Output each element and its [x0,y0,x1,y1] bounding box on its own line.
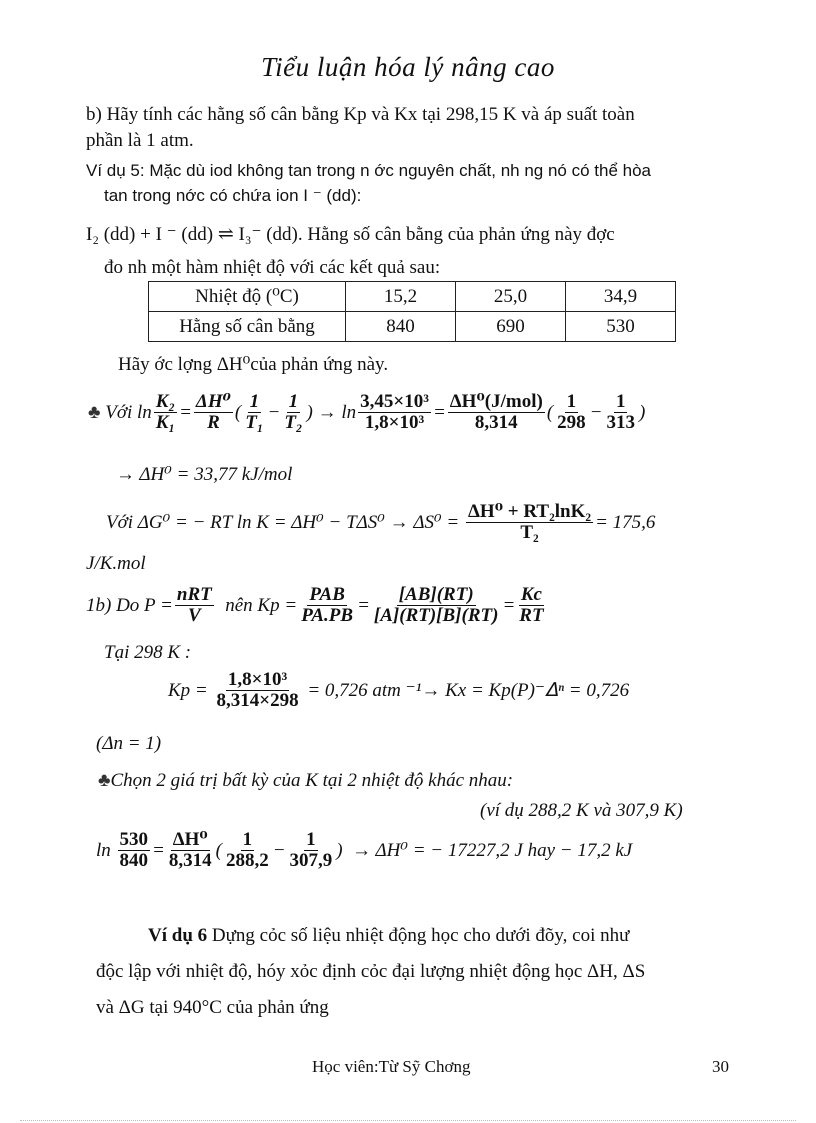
equation-vant-hoff: ♣ Với ln $\frac{\text{K₂}}{\text{K₁}}$ = $\frac{\text{ΔH⁰}}{R}$ ( $\frac{1}{\text{T₁}}$ − $\frac{1}{\text{T₂}}$ ) → ln $\frac{\text{3,45×10³}}{\text{1,8×10³}}$ = $\frac{\text{ΔH⁰(J/mol)}}{8,314}$ ( $\frac{1}{298}$ − $\frac{1}{313}$ ) [88,391,646,433]
data-table [148,281,676,342]
club-bullet-icon: ♣ [98,770,111,791]
example5-question: Hãy ớc lợng ΔH⁰của phản ứng này. [118,354,389,375]
example5-reaction: I₂ (dd) + I ⁻ (dd) ⇌ I₃⁻ (dd). Hằng số cân bằng của phản ứng này đợc [86,224,615,245]
fraction: $\frac{530}{840}$ [119,829,149,871]
example5-reaction-2: đo nh một hàm nhiệt độ với các kết quả sau: [104,257,441,278]
intro-line-2: phần là 1 atm. [86,130,194,151]
table-cell: Nhiệt độ (⁰C) [149,282,346,312]
fraction: $\frac{1}{298}$ [557,391,586,433]
example6-line-2: độc lập với nhiệt độ, hóy xỏc định cỏc đại lượng nhiệt động học ΔH, ΔS [96,961,646,982]
fraction: $\frac{1}{288,2}$ [225,829,269,871]
fraction: $\frac{\text{3,45×10³}}{\text{1,8×10³}}$ [360,391,429,433]
page-header-title: Tiểu luận hóa lý nâng cao [261,52,555,82]
fraction: $\frac{1}{313}$ [606,391,635,433]
fraction: $\frac{Kc}{RT}$ [519,584,544,626]
fraction: $\frac{\text{K₂}}{\text{K₁}}$ [155,391,176,433]
equation-kp-value: Kp = $\frac{\text{1,8×10³}}{8,314\times 298}$ = 0,726 atm ⁻¹→ Kx = Kp(P)⁻ᐃⁿ = 0,726 [168,669,630,711]
fraction: $\frac{1}{307,9}$ [289,829,333,871]
page-number: 30 [712,1057,729,1076]
footer-divider [20,1120,796,1121]
table-cell: Hằng số cân bằng [149,312,346,342]
table-cell: 34,9 [566,282,676,312]
fraction: $\frac{\text{ΔH⁰}}{8,314}$ [168,829,212,871]
example5-line-2: tan trong nớc có chứa ion I ⁻ (dd): [104,186,362,205]
equation-final: ln $\frac{530}{840}$ = $\frac{\text{ΔH⁰}}{8,314}$ ( $\frac{1}{288,2}$ − $\frac{1}{307,9}$ ) → ΔH⁰ = − 17227,2 J hay − 17,2 kJ [96,829,633,871]
fraction: $\frac{1}{\text{T₂}}$ [284,391,303,433]
ds-unit: J/K.mol [86,553,146,574]
fraction: $\frac{\text{ΔH⁰ + RT₂lnK₂}}{\text{T₂}}$ [468,501,592,543]
fraction: $\frac{[AB](RT)}{[A](RT)[B](RT)}$ [373,584,499,626]
table-cell: 530 [566,312,676,342]
equation-entropy: Với ΔG⁰ = − RT ln K = ΔH⁰ − TΔS⁰ → ΔS⁰ = $\frac{\text{ΔH⁰ + RT₂lnK₂}}{\text{T₂}}$ = 175,6 [106,501,656,543]
example-temps: (ví dụ 288,2 K và 307,9 K) [480,800,683,821]
example5-line-1: Ví dụ 5: Mặc dù iod không tan trong n ớc nguyên chất, nh ng nó có thể hòa [86,161,651,180]
eq-label: Với ln [105,401,152,423]
table-row [149,282,676,312]
at-298: Tại 298 K : [104,642,192,663]
table-cell: 690 [456,312,566,342]
table-cell: 840 [346,312,456,342]
example6-line-3: và ΔG tại 940°C của phản ứng [96,997,329,1018]
table-cell: 25,0 [456,282,566,312]
fraction: $\frac{\text{1,8×10³}}{8,314\times 298}$ [216,669,299,711]
fraction: $\frac{1}{\text{T₁}}$ [245,391,264,433]
dh-result: → ΔH⁰ = 33,77 kJ/mol [116,464,293,485]
equation-kp: 1b) Do P = $\frac{\text{nRT}}{V}$ nên Kp = $\frac{\text{PAB}}{PA.PB}$ = $\frac{[AB](RT)}{[A](RT)[B](RT)}$ = $\frac{Kc}{RT}$ [86,584,544,626]
example6-line-1: Ví dụ 6 Dựng cỏc số liệu nhiệt động học cho dưới đõy, coi như [148,925,630,946]
intro-line-1: b) Hãy tính các hằng số cân bằng Kp và Kx tại 298,15 K và áp suất toàn [86,104,635,125]
table-row [149,312,676,342]
table-cell: 15,2 [346,282,456,312]
fraction: $\frac{\text{nRT}}{V}$ [176,584,212,626]
delta-n: (Δn = 1) [96,733,162,754]
club-bullet-icon: ♣ [88,401,101,423]
fraction: $\frac{\text{ΔH⁰(J/mol)}}{8,314}$ [449,391,543,433]
footer-author: Học viên:Từ Sỹ Chơng [312,1057,471,1076]
fraction: $\frac{\text{ΔH⁰}}{R}$ [195,391,231,433]
choose-line: ♣ Chọn 2 giá trị bất kỳ của K tại 2 nhiệt độ khác nhau: [98,770,514,791]
fraction: $\frac{\text{PAB}}{PA.PB}$ [301,584,354,626]
